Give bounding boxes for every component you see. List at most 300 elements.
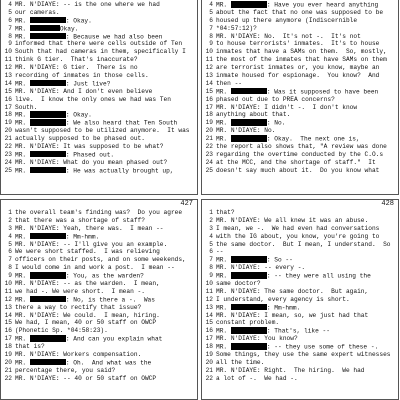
line-text-segment: MR. N'DIAYE: We all knew it was an abuse.	[216, 216, 369, 224]
line-text-segment: : Just live?	[65, 80, 111, 88]
redaction-bar	[30, 359, 66, 366]
transcript-line	[1, 351, 197, 359]
transcript-line	[1, 151, 197, 159]
line-number: 22	[205, 374, 213, 382]
line-text	[216, 327, 398, 335]
line-number: 3	[209, 224, 213, 232]
transcript-line	[202, 225, 398, 233]
line-text-segment: MR.	[15, 296, 30, 304]
line-text-segment: MR. N'DIAYE: G tier. There is no	[15, 64, 138, 72]
line-text-segment: : So --	[266, 256, 293, 264]
transcript-line	[1, 296, 197, 304]
line-text-segment: We had, I mean, 40 or 50 staff on OWCP	[15, 319, 157, 327]
line-text	[15, 135, 197, 143]
line-text-segment: : -- they were all using the	[266, 272, 371, 280]
line-number: 1	[209, 209, 213, 216]
line-text	[216, 167, 398, 175]
redaction-bar	[30, 296, 66, 303]
transcript-line	[1, 96, 197, 104]
line-text	[15, 64, 197, 72]
redaction-bar	[231, 135, 267, 142]
line-text	[216, 104, 398, 112]
redaction-bar	[30, 335, 66, 342]
line-text-segment: are terrorist inmates or, you know, maybe an	[216, 64, 380, 72]
line-number: 5	[209, 240, 213, 248]
line-number: 19	[205, 119, 213, 127]
line-text-segment: MR. N'DIAYE: The same doctor. But again,	[216, 287, 369, 295]
transcript-line	[1, 72, 197, 80]
line-text-segment: about the fact that no one was supposed to be	[216, 8, 384, 16]
line-text	[15, 248, 197, 256]
line-text-segment: : Because we had also been	[65, 33, 163, 41]
transcript-line	[1, 17, 197, 25]
line-text	[216, 248, 398, 256]
line-text-segment: MR.	[216, 119, 231, 127]
line-text	[15, 17, 197, 25]
transcript-line	[202, 264, 398, 272]
line-text-segment: to house terrorists' inmates. It's to house	[216, 40, 380, 48]
line-text	[216, 241, 398, 249]
line-text	[216, 127, 398, 135]
line-text	[15, 367, 197, 375]
line-text-segment: MR.	[15, 33, 30, 41]
line-number: 10	[205, 48, 213, 56]
line-text-segment: MR. N'DIAYE: We could. I mean, hiring.	[15, 311, 160, 319]
line-text	[216, 280, 398, 288]
line-text-segment: MR. N'DIAYE: I didn't -. I don't know	[216, 103, 358, 111]
line-text-segment: MR. N'DIAYE: What do you mean phased out?	[15, 158, 168, 166]
redaction-bar	[231, 256, 267, 263]
page-number: 428	[381, 200, 394, 208]
transcript-line	[202, 135, 398, 143]
line-text-segment: same doctor?	[216, 280, 261, 288]
line-text-segment: : Oh. And what was the	[65, 359, 152, 367]
transcript-line	[202, 64, 398, 72]
transcript-line	[202, 56, 398, 64]
transcript-line	[1, 159, 197, 167]
line-text-segment: MR. N'DIAYE: -- 40 or 50 staff on OWCP	[15, 374, 157, 382]
line-text-segment: Some things, they use the same expert witnesses	[216, 351, 391, 359]
line-number: 14	[4, 79, 12, 87]
line-text-segment: MR.	[216, 327, 231, 335]
line-text-segment: : That's, like --	[266, 327, 330, 335]
redaction-bar	[30, 33, 66, 40]
line-text	[216, 217, 398, 225]
line-text-segment: MR. N'DIAYE: -- every -.	[216, 264, 306, 272]
line-number: 24	[205, 158, 213, 166]
line-number: 12	[205, 295, 213, 303]
line-text	[15, 104, 197, 112]
line-text	[15, 225, 197, 233]
line-text-segment: a lot of -. We had -.	[216, 374, 298, 382]
line-text	[15, 72, 197, 80]
transcript-line	[202, 9, 398, 17]
line-number: 7	[8, 256, 12, 264]
line-text	[15, 264, 197, 272]
line-text	[15, 167, 197, 175]
line-text-segment: MR.	[15, 272, 30, 280]
line-text	[15, 40, 197, 48]
transcript-lines	[202, 1, 398, 175]
line-text-segment: regarding the overtime conducted by the C.O.s	[216, 150, 384, 158]
line-text-segment: : No, is there a -. Was	[65, 296, 155, 304]
line-number: 18	[205, 111, 213, 119]
line-number: 10	[4, 280, 12, 288]
transcript-line	[202, 343, 398, 351]
transcript-line	[202, 127, 398, 135]
line-text-segment: MR.	[216, 343, 231, 351]
transcript-line	[202, 296, 398, 304]
line-number: 19	[205, 351, 213, 359]
transcript-line	[202, 209, 398, 217]
line-text	[15, 327, 197, 335]
line-number: 10	[205, 280, 213, 288]
line-text	[15, 80, 197, 88]
line-text	[216, 343, 398, 351]
line-text-segment: I understand, every agency is short.	[216, 295, 350, 303]
line-text	[216, 96, 398, 104]
line-text	[15, 111, 197, 119]
line-number: 18	[205, 343, 213, 351]
transcript-line	[202, 280, 398, 288]
line-text-segment: MR. N'DIAYE: -- is the one where we had	[15, 1, 160, 8]
transcript-quadrant-bottom-right	[201, 199, 399, 400]
line-number: 2	[209, 216, 213, 224]
line-text	[15, 25, 197, 33]
transcript-line	[1, 64, 197, 72]
transcript-line	[202, 1, 398, 9]
line-text	[216, 151, 398, 159]
line-number: 5	[8, 8, 12, 16]
line-number: 21	[205, 135, 213, 143]
line-number: 4	[8, 1, 12, 8]
transcript-quadrant-top-left	[0, 0, 198, 195]
transcript-line	[202, 151, 398, 159]
line-text-segment: MR.	[216, 256, 231, 264]
redaction-bar	[30, 233, 66, 240]
transcript-line	[202, 25, 398, 33]
transcript-line	[202, 319, 398, 327]
line-text	[15, 33, 197, 41]
line-text-segment: MR.	[15, 233, 30, 241]
transcript-lines	[202, 209, 398, 383]
line-text	[216, 209, 398, 217]
transcript-line	[1, 343, 197, 351]
line-text	[216, 80, 398, 88]
redaction-bar	[231, 343, 267, 350]
line-text-segment: MR.	[15, 359, 30, 367]
line-number: 4	[8, 232, 12, 240]
redaction-bar	[30, 111, 66, 118]
line-text-segment: --	[216, 248, 224, 256]
redaction-bar	[30, 151, 66, 158]
line-text-segment: MR.	[216, 88, 231, 96]
line-text-segment: with the IG about, you know, you're going to	[216, 232, 380, 240]
line-text-segment: phased out due to PREA concerns?	[216, 95, 335, 103]
transcript-line	[1, 359, 197, 367]
transcript-line	[1, 209, 197, 217]
line-text	[15, 256, 197, 264]
line-number: 11	[4, 56, 12, 64]
line-text	[216, 159, 398, 167]
transcript-line	[202, 248, 398, 256]
transcript-line	[1, 25, 197, 33]
transcript-line	[1, 248, 197, 256]
redaction-bar	[30, 25, 60, 32]
line-text-segment: there a way to rectify that issue?	[15, 303, 142, 311]
line-text-segment: housed up there anymore (Indiscernible	[216, 16, 358, 24]
redaction-bar	[231, 88, 267, 95]
line-text	[15, 151, 197, 159]
transcript-line	[202, 375, 398, 383]
line-text	[216, 375, 398, 383]
line-number: 14	[205, 79, 213, 87]
transcript-line	[1, 375, 197, 383]
line-text	[15, 48, 197, 56]
transcript-line	[202, 80, 398, 88]
line-text-segment: MR. N'DIAYE: Right. The hiring. We had	[216, 366, 365, 374]
transcript-line	[202, 233, 398, 241]
line-text	[15, 241, 197, 249]
transcript-line	[1, 48, 197, 56]
line-number: 20	[205, 127, 213, 135]
line-text-segment: MR. N'DIAYE: -- as the warden. I mean,	[15, 280, 160, 288]
transcript-line	[1, 127, 197, 135]
line-text-segment: doesn't say much about it. Do you know what	[216, 166, 380, 174]
line-number: 11	[4, 287, 12, 295]
line-text-segment: : Was it supposed to have been	[266, 88, 379, 96]
line-text	[216, 256, 398, 264]
line-text-segment: MR. N'DIAYE: You know?	[216, 335, 298, 343]
line-text	[216, 88, 398, 96]
line-text-segment: actually supposed to be phased out.	[15, 135, 145, 143]
line-text-segment: : Okay.	[65, 17, 92, 25]
transcript-line	[1, 272, 197, 280]
transcript-line	[1, 327, 197, 335]
line-number: 4	[209, 1, 213, 8]
line-number: 5	[209, 8, 213, 16]
line-text	[15, 119, 197, 127]
transcript-line	[202, 143, 398, 151]
line-text	[15, 280, 197, 288]
transcript-line	[1, 135, 197, 143]
redaction-bar	[30, 167, 66, 174]
transcript-line	[1, 256, 197, 264]
line-number: 2	[8, 216, 12, 224]
line-text	[15, 88, 197, 96]
line-number: 17	[205, 335, 213, 343]
line-text-segment: I mean, we -. We had even had conversations	[216, 224, 380, 232]
transcript-line	[202, 33, 398, 41]
line-text	[216, 9, 398, 17]
line-number: 20	[4, 127, 12, 135]
line-number: 8	[8, 264, 12, 272]
transcript-line	[1, 40, 197, 48]
line-text-segment: recording of inmates in those cells.	[15, 72, 149, 80]
line-text-segment: MR.	[15, 17, 30, 25]
line-number: 7	[8, 24, 12, 32]
line-number: 13	[4, 303, 12, 311]
transcript-line	[1, 1, 197, 9]
redaction-bar	[30, 80, 66, 87]
line-number: 1	[8, 209, 12, 216]
line-text-segment: South that had cameras in them, specifically I	[15, 48, 186, 56]
line-text-segment: MR. N'DIAYE: -- I'll give you an example.	[15, 240, 168, 248]
line-text-segment: inmate housed for espionage. You know? And	[216, 72, 380, 80]
transcript-line	[1, 312, 197, 320]
line-text-segment: think G tier. That's inaccurate?	[15, 56, 138, 64]
line-number: 15	[4, 319, 12, 327]
transcript-line	[202, 351, 398, 359]
line-number: 16	[205, 327, 213, 335]
line-text-segment: MR.	[216, 272, 231, 280]
line-text-segment: MR.	[15, 119, 30, 127]
redaction-bar	[231, 119, 267, 126]
line-number: 16	[205, 95, 213, 103]
line-text	[216, 56, 398, 64]
transcript-line	[1, 80, 197, 88]
line-text	[216, 17, 398, 25]
line-text	[15, 375, 197, 383]
line-text	[216, 40, 398, 48]
line-number: 15	[205, 87, 213, 95]
line-text-segment: informed that there were cells outside of Ten	[15, 40, 183, 48]
line-number: 19	[4, 351, 12, 359]
transcript-line	[202, 88, 398, 96]
redaction-bar	[231, 1, 267, 8]
line-text-segment: (Phonetic Sp. *04:58:23).	[15, 327, 108, 335]
line-text	[15, 9, 197, 17]
transcript-line	[1, 119, 197, 127]
line-text-segment: MR.	[15, 151, 30, 159]
line-text	[15, 56, 197, 64]
transcript-line	[1, 288, 197, 296]
line-text-segment: wasn't supposed to be utilized anymore. It was	[15, 127, 190, 135]
transcript-line	[202, 256, 398, 264]
line-number: 21	[205, 366, 213, 374]
transcript-line	[202, 40, 398, 48]
line-text-segment: live. I know the only ones we had was Ten	[15, 95, 171, 103]
line-text	[216, 367, 398, 375]
line-text	[15, 1, 197, 9]
transcript-line	[1, 225, 197, 233]
line-text-segment: our cameras.	[15, 8, 60, 16]
line-number: 12	[205, 64, 213, 72]
line-text	[216, 64, 398, 72]
line-text	[216, 319, 398, 327]
transcript-quadrant-bottom-left	[0, 199, 198, 400]
transcript-quadrant-top-right	[201, 0, 399, 195]
line-number: 9	[209, 40, 213, 48]
line-text-segment: : Mm-hmm.	[266, 304, 301, 312]
line-number: 15	[4, 87, 12, 95]
transcript-line	[202, 359, 398, 367]
line-text	[216, 111, 398, 119]
line-text-segment: that there was a shortage of staff?	[15, 216, 145, 224]
line-text	[15, 127, 197, 135]
transcript-line	[1, 33, 197, 41]
line-number: 16	[4, 327, 12, 335]
line-text-segment: : Okay.	[65, 111, 92, 119]
line-text	[216, 1, 398, 9]
line-text	[216, 272, 398, 280]
line-number: 20	[205, 358, 213, 366]
line-text-segment: that is?	[15, 343, 45, 351]
transcript-line	[202, 119, 398, 127]
line-text	[15, 233, 197, 241]
line-number: 16	[4, 95, 12, 103]
line-number: 5	[8, 240, 12, 248]
line-number: 25	[4, 166, 12, 174]
line-text	[216, 72, 398, 80]
transcript-line	[202, 272, 398, 280]
transcript-lines	[1, 209, 197, 383]
line-text	[216, 135, 398, 143]
transcript-line	[1, 304, 197, 312]
transcript-line	[1, 143, 197, 151]
line-text	[15, 304, 197, 312]
line-text-segment: constant problem.	[216, 319, 280, 327]
line-text-segment: : Okay. The next one is,	[266, 135, 360, 143]
line-text	[15, 319, 197, 327]
redaction-bar	[231, 272, 267, 279]
line-text-segment: the overall team's finding was? Do you agree	[15, 209, 183, 216]
line-number: 12	[4, 295, 12, 303]
line-number: 20	[4, 358, 12, 366]
transcript-line	[202, 104, 398, 112]
line-number: 13	[4, 72, 12, 80]
line-text	[216, 288, 398, 296]
line-text-segment: then --	[216, 79, 242, 87]
line-text-segment: Okay.	[59, 25, 79, 33]
line-text	[15, 159, 197, 167]
line-text-segment: MR.	[216, 304, 231, 312]
line-number: 9	[209, 272, 213, 280]
line-number: 9	[8, 272, 12, 280]
line-number: 23	[4, 150, 12, 158]
line-text	[15, 312, 197, 320]
line-text	[216, 351, 398, 359]
transcript-line	[1, 104, 197, 112]
transcript-line	[1, 241, 197, 249]
line-number: 23	[205, 150, 213, 158]
line-text-segment: : No.	[266, 119, 286, 127]
transcript-line	[202, 312, 398, 320]
line-text-segment: we had -. We were short. I mean -.	[15, 287, 145, 295]
transcript-line	[1, 111, 197, 119]
line-number: 14	[4, 311, 12, 319]
line-text-segment: inmates that have a SAMs on them. So, mostly,	[216, 48, 387, 56]
line-text-segment: all the time.	[216, 358, 265, 366]
line-text-segment: the most of the inmates that have SAMs on them	[216, 56, 387, 64]
line-text-segment: anything about that.	[216, 111, 291, 119]
transcript-line	[202, 96, 398, 104]
line-text	[216, 225, 398, 233]
transcript-line	[1, 335, 197, 343]
line-number: 3	[8, 224, 12, 232]
line-text	[216, 296, 398, 304]
line-text-segment: officers on their posts, and on some weekends,	[15, 256, 186, 264]
line-text-segment: : We also heard that Ten South	[65, 119, 178, 127]
transcript-line	[202, 288, 398, 296]
line-text	[216, 335, 398, 343]
line-number: 18	[4, 343, 12, 351]
line-number: 21	[4, 135, 12, 143]
line-number: 13	[205, 72, 213, 80]
line-number: 6	[8, 16, 12, 24]
transcript-line	[1, 56, 197, 64]
line-number: 22	[4, 143, 12, 151]
